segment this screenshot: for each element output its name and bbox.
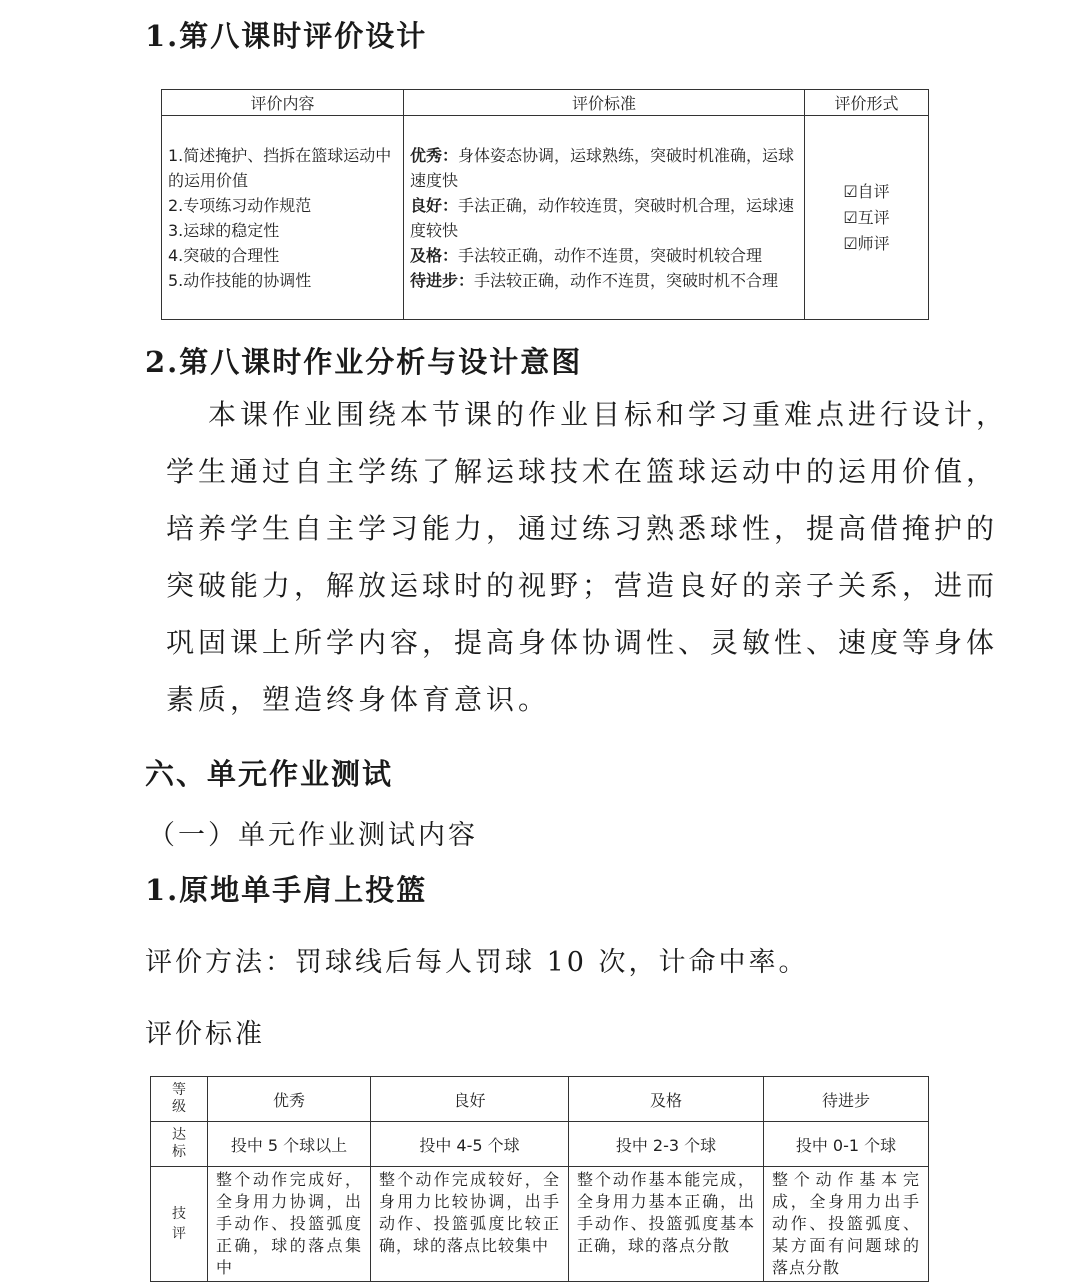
shooting-standard-table bbox=[150, 1076, 929, 1282]
criteria-text: 身体姿态协调，运球熟练，突破时机准确，运球速度快 bbox=[410, 145, 795, 190]
standard-cell: 投中 4-5 个球 bbox=[371, 1122, 569, 1167]
standard-cell: 投中 0-1 个球 bbox=[764, 1122, 929, 1167]
paragraph-line: 本课作业围绕本节课的作业目标和学习重难点进行设计， bbox=[208, 398, 1009, 431]
list-item: 5.动作技能的协调性 bbox=[168, 270, 312, 290]
level-header: 优秀 bbox=[208, 1077, 371, 1122]
criteria-level: 待进步： bbox=[410, 270, 475, 290]
list-item: 4.突破的合理性 bbox=[168, 245, 280, 265]
row-head-level: 等级 bbox=[151, 1077, 208, 1122]
item-title-shooting: 1.原地单手肩上投篮 bbox=[145, 873, 428, 907]
evaluation-standard-label: 评价标准 bbox=[145, 1019, 265, 1050]
paragraph-line: 突破能力，解放运球时的视野；营造良好的亲子关系，进而 bbox=[166, 569, 999, 602]
paragraph-line: 素质，塑造终身体育意识。 bbox=[166, 683, 551, 716]
row-head-technique: 技评 bbox=[151, 1167, 208, 1282]
section-title-unit-test: 六、单元作业测试 bbox=[145, 757, 394, 791]
technique-cell: 整个动作完成较好，全身用力比较协调，出手动作、投篮弧度比较正确，球的落点比较集中 bbox=[371, 1167, 569, 1282]
criteria-level: 及格： bbox=[410, 245, 459, 265]
criteria-level: 良好： bbox=[410, 195, 459, 215]
list-item: 2.专项练习动作规范 bbox=[168, 195, 312, 215]
evaluation-criteria-cell bbox=[404, 116, 805, 320]
form-checkbox-peer: ☑互评 bbox=[843, 207, 890, 227]
section-title-homework-analysis: 2.第八课时作业分析与设计意图 bbox=[145, 345, 583, 379]
standard-cell: 投中 5 个球以上 bbox=[208, 1122, 371, 1167]
paragraph-line: 学生通过自主学练了解运球技术在篮球运动中的运用价值， bbox=[166, 455, 999, 488]
level-header: 良好 bbox=[371, 1077, 569, 1122]
paragraph-line: 巩固课上所学内容，提高身体协调性、灵敏性、速度等身体 bbox=[166, 626, 999, 659]
criteria-text: 手法较正确，动作不连贯，突破时机不合理 bbox=[474, 270, 779, 290]
paragraph-line: 培养学生自主学习能力，通过练习熟悉球性，提高借掩护的 bbox=[166, 512, 999, 545]
level-header: 待进步 bbox=[764, 1077, 929, 1122]
criteria-item bbox=[410, 268, 798, 293]
technique-cell: 整个动作基本能完成，全身用力基本正确，出手动作、投篮弧度基本正确，球的落点分散 bbox=[569, 1167, 764, 1282]
technique-cell: 整个动作完成好，全身用力协调，出手动作、投篮弧度正确，球的落点集中 bbox=[208, 1167, 371, 1282]
criteria-text: 手法正确，动作较连贯，突破时机合理，运球速度较快 bbox=[410, 195, 795, 240]
criteria-level: 优秀： bbox=[410, 145, 459, 165]
evaluation-forms-cell bbox=[805, 116, 929, 320]
table-header: 评价标准 bbox=[404, 90, 805, 116]
criteria-item bbox=[410, 193, 798, 243]
criteria-item bbox=[410, 143, 798, 193]
row-head-standard: 达标 bbox=[151, 1122, 208, 1167]
evaluation-content-cell bbox=[162, 116, 404, 320]
form-checkbox-teacher: ☑师评 bbox=[843, 233, 890, 253]
list-item: 1.简述掩护、挡拆在篮球运动中的运用价值 bbox=[168, 145, 392, 190]
list-item: 3.运球的稳定性 bbox=[168, 220, 280, 240]
subsection-title-test-content: （一）单元作业测试内容 bbox=[148, 820, 478, 851]
level-header: 及格 bbox=[569, 1077, 764, 1122]
table-header: 评价形式 bbox=[805, 90, 929, 116]
evaluation-design-table bbox=[161, 89, 929, 320]
section-title-lesson8-evaluation: 1.第八课时评价设计 bbox=[145, 19, 428, 53]
evaluation-method: 评价方法：罚球线后每人罚球 10 次，计命中率。 bbox=[145, 947, 809, 978]
criteria-text: 手法较正确，动作不连贯，突破时机较合理 bbox=[458, 245, 763, 265]
form-checkbox-self: ☑自评 bbox=[843, 181, 890, 201]
technique-cell: 整个动作基本完成，全身用力出手动作、投篮弧度、某方面有问题球的落点分散 bbox=[764, 1167, 929, 1282]
table-header: 评价内容 bbox=[162, 90, 404, 116]
standard-cell: 投中 2-3 个球 bbox=[569, 1122, 764, 1167]
criteria-item bbox=[410, 243, 798, 268]
